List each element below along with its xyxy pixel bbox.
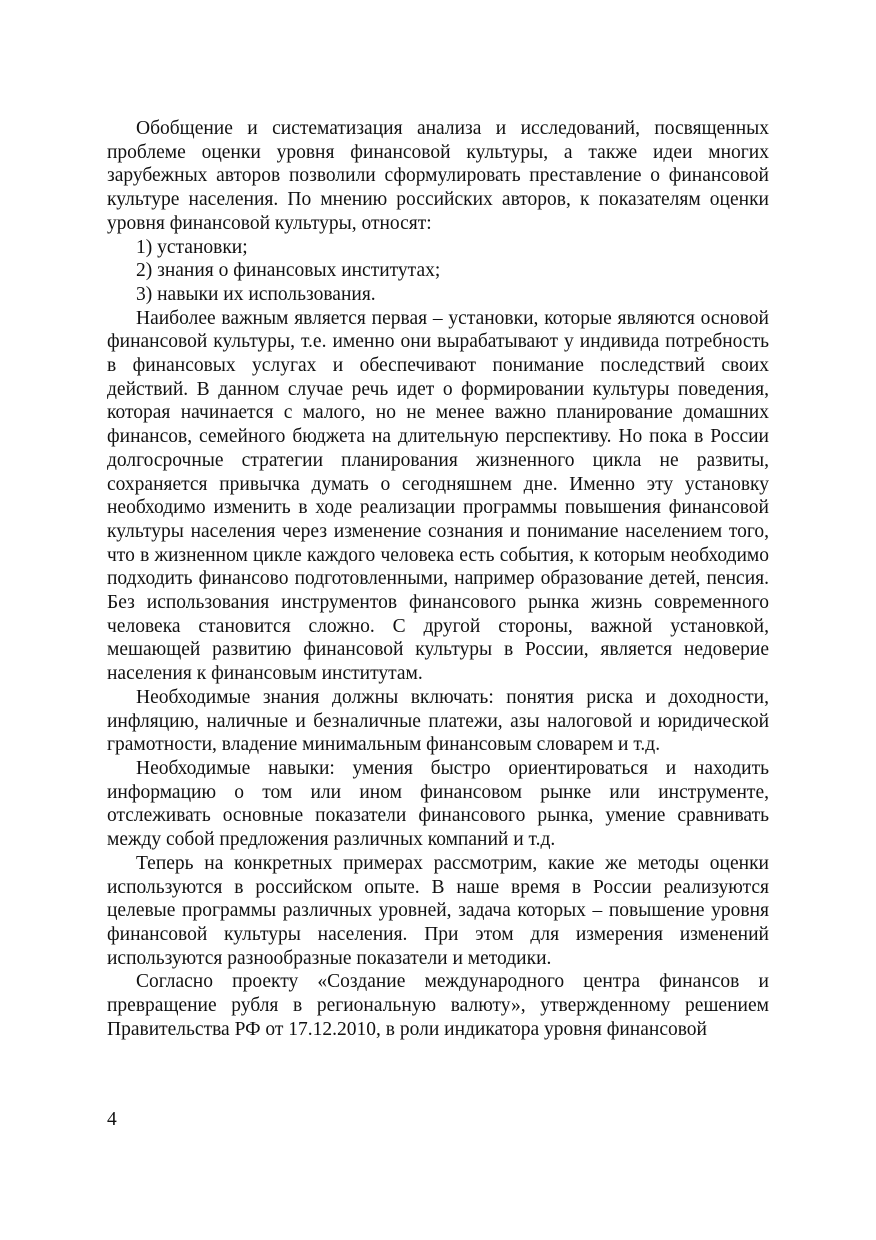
paragraph-skills: Необходимые навыки: умения быстро ориентироваться и находить информацию о том или ином финансовом рынке или инструменте, отслеживать основные показатели финансового рынка, умение сравнивать между собой предложения различных компаний и т.д. (107, 757, 769, 851)
paragraph-methods: Теперь на конкретных примерах рассмотрим, какие же методы оценки используются в российском опыте. В наше время в России реализуются целевые программы различных уровней, задача которых – повышение уровня финансовой культуры населения. При этом для измерения изменений используются разнообразные показатели и методики. (107, 852, 769, 969)
paragraph-project: Согласно проекту «Создание международного центра финансов и превращение рубля в региональную валюту», утвержденному решением Правительства РФ от 17.12.2010, в роли индикатора уровня финансовой (107, 971, 769, 1040)
list-item-skills: 3) навыки их использования. (136, 283, 376, 305)
paragraph-intro: Обобщение и систематизация анализа и исследований, посвященных проблеме оценки уровня финансовой культуры, а также идеи многих зарубежных авторов позволили сформулировать преставление о финансовой культуре населения. По мнению российских авторов, к показателям оценки уровня финансовой культуры, относят: (107, 118, 769, 234)
page-number: 4 (107, 1109, 117, 1130)
body-text (107, 117, 769, 1041)
list-item-attitudes: 1) установки; (136, 236, 248, 258)
paragraph-attitudes: Наиболее важным является первая – установки, которые являются основой финансовой культуры, т.е. именно они вырабатывают у индивида потребность в финансовых услугах и обеспечивают понимание последствий своих действий. В данном случае речь идет о формировании культуры поведения, которая начинается с малого, но не менее важно планирование домашних финансов, семейного бюджета на длительную перспективу. Но пока в России долгосрочные стратегии планирования жизненного цикла не развиты, сохраняется привычка думать о сегодняшнем дне. Именно эту установку необходимо изменить в ходе реализации программы повышения финансовой культуры населения через изменение сознания и понимание населением того, что в жизненном цикле каждого человека есть события, к которым необходимо подходить финансово подготовленными, например образование детей, пенсия. Без использования инструментов финансового рынка жизнь современного человека становится сложно. С другой стороны, важной установкой, мешающей развитию финансовой культуры в России, является недоверие населения к финансовым институтам. (107, 307, 769, 685)
list-item-knowledge: 2) знания о финансовых институтах; (136, 260, 441, 282)
paragraph-knowledge: Необходимые знания должны включать: понятия риска и доходности, инфляцию, наличные и безналичные платежи, азы налоговой и юридической грамотности, владение минимальным финансовым словарем и т.д. (107, 686, 769, 756)
